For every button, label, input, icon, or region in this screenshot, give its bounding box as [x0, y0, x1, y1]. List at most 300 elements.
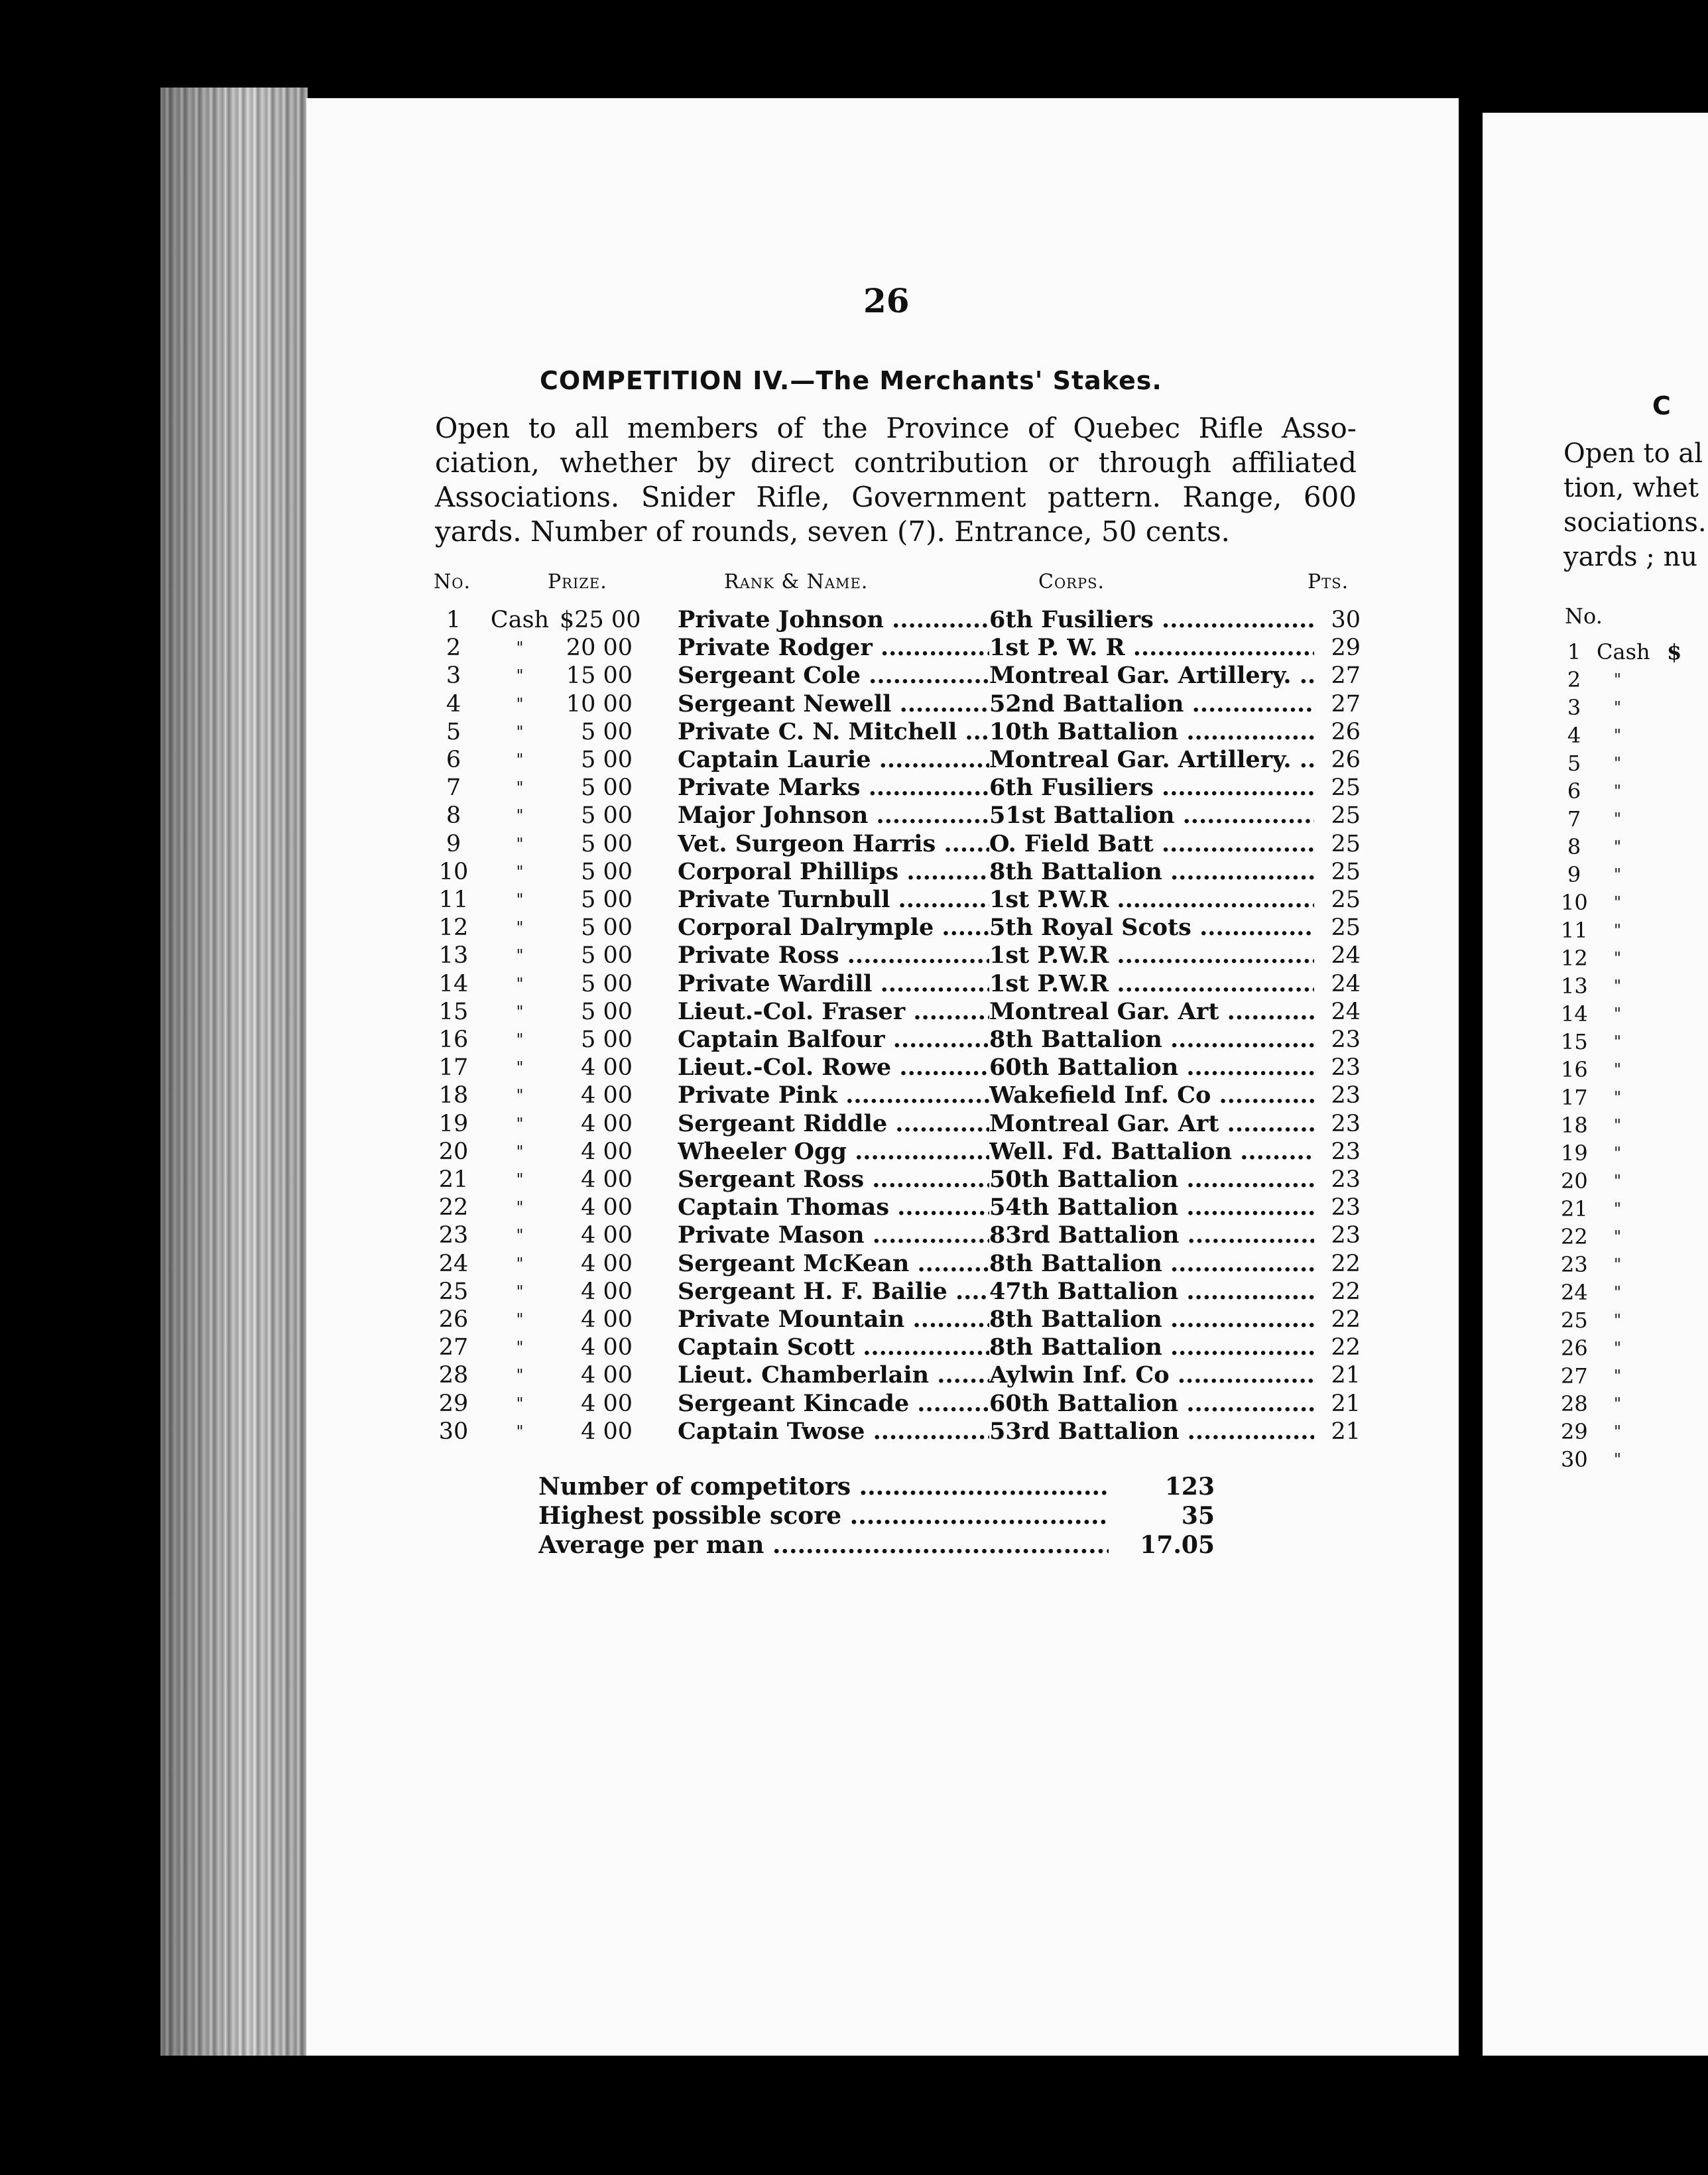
row-number: 10	[438, 858, 469, 885]
next-row-ditto: "	[1614, 921, 1622, 940]
row-points: 25	[1331, 775, 1361, 802]
next-row	[1561, 749, 1707, 777]
row-prize: 4 00	[581, 1138, 633, 1165]
next-row-no: 14	[1561, 1001, 1588, 1026]
next-row-ditto: "	[1614, 1200, 1622, 1218]
row-number: 23	[438, 1222, 469, 1249]
next-row-ditto: "	[1614, 698, 1622, 717]
row-corps: Montreal Gar. Artillery. .....	[989, 662, 1314, 690]
row-rank-name: Private Pink .....	[678, 1082, 989, 1109]
results-table	[434, 606, 1362, 1448]
next-row	[1561, 944, 1707, 972]
row-rank-name: Sergeant H. F. Bailie .....	[678, 1278, 989, 1306]
row-corps: 47th Battalion .....	[989, 1278, 1314, 1306]
row-prize: 4 00	[581, 1250, 633, 1277]
summary-row	[538, 1501, 1215, 1530]
table-row	[434, 774, 1362, 802]
next-title-fragment: C	[1652, 391, 1672, 420]
row-corps: 8th Battalion .....	[989, 1306, 1314, 1334]
row-rank-name: Private Marks .....	[678, 774, 989, 802]
competition-title: COMPETITION IV.—The Merchants' Stakes.	[540, 366, 1162, 395]
row-corps: 8th Battalion .....	[989, 858, 1314, 886]
next-row-ditto: "	[1614, 865, 1622, 884]
row-prize: 4 00	[581, 1194, 633, 1221]
next-row	[1561, 833, 1707, 861]
row-corps: 1st P. W. R .....	[989, 634, 1314, 662]
row-corps: 8th Battalion .....	[989, 1026, 1314, 1054]
row-cash: "	[516, 946, 524, 965]
summary-label: Average per man .....	[538, 1530, 1109, 1560]
row-corps: 10th Battalion .....	[989, 718, 1314, 746]
row-number: 22	[438, 1194, 469, 1221]
next-row-ditto: "	[1614, 893, 1622, 912]
row-prize: $25 00	[560, 607, 641, 633]
row-points: 22	[1331, 1250, 1361, 1277]
row-cash: "	[516, 666, 524, 686]
intro-line: ciation, whether by direct contribution or through affiliated	[435, 446, 1357, 479]
next-row-no: 13	[1561, 973, 1588, 999]
row-rank-name: Lieut.-Col. Fraser .....	[678, 998, 989, 1026]
right-page-fragment	[1483, 113, 1708, 2056]
table-row	[434, 914, 1362, 942]
row-corps: 50th Battalion .....	[989, 1166, 1314, 1194]
row-cash: "	[516, 1114, 524, 1133]
row-rank-name: Captain Laurie .....	[678, 746, 989, 774]
row-points: 22	[1331, 1278, 1361, 1305]
row-prize: 4 00	[581, 1362, 633, 1389]
intro-line: yards. Number of rounds, seven (7). Entrance, 50 cents.	[435, 515, 1230, 548]
next-row-ditto: "	[1614, 949, 1622, 967]
table-row	[434, 1221, 1362, 1249]
row-corps: 53rd Battalion .....	[989, 1418, 1314, 1446]
next-row-ditto: "	[1614, 1005, 1622, 1023]
row-rank-name: Wheeler Ogg .....	[678, 1138, 989, 1166]
next-row	[1561, 777, 1707, 805]
row-prize: 5 00	[581, 858, 633, 885]
next-row	[1561, 1223, 1707, 1251]
row-points: 23	[1331, 1166, 1361, 1193]
row-number: 14	[438, 970, 469, 997]
next-row-ditto: "	[1614, 1255, 1622, 1274]
row-prize: 5 00	[581, 887, 633, 913]
row-cash: "	[516, 751, 524, 769]
next-row-ditto: "	[1614, 1339, 1622, 1357]
next-row	[1561, 1334, 1707, 1362]
row-corps: 6th Fusiliers .....	[989, 606, 1314, 634]
row-prize: 5 00	[581, 747, 633, 773]
next-row	[1561, 1084, 1707, 1111]
next-row-ditto: "	[1614, 1311, 1622, 1330]
row-rank-name: Captain Twose .....	[678, 1418, 989, 1446]
next-row	[1561, 1111, 1707, 1139]
row-prize: 5 00	[581, 1026, 633, 1053]
next-row	[1561, 721, 1707, 749]
next-row-ditto: "	[1614, 1060, 1622, 1079]
row-number: 11	[438, 887, 469, 913]
table-row	[434, 1250, 1362, 1278]
next-row-no: 25	[1561, 1308, 1588, 1333]
row-prize: 4 00	[581, 1082, 633, 1109]
summary-row	[538, 1472, 1215, 1501]
next-row-no: 3	[1567, 695, 1581, 720]
row-number: 5	[446, 718, 461, 745]
next-row	[1561, 1195, 1707, 1223]
next-row-ditto: "	[1614, 838, 1622, 856]
table-row	[434, 1166, 1362, 1194]
row-points: 23	[1331, 1138, 1361, 1165]
next-row-ditto: "	[1614, 977, 1622, 995]
table-row	[434, 718, 1362, 746]
row-points: 26	[1331, 718, 1361, 745]
row-corps: Wakefield Inf. Co .....	[989, 1082, 1314, 1109]
table-row	[434, 690, 1362, 718]
row-number: 28	[438, 1362, 469, 1389]
row-corps: 6th Fusiliers .....	[989, 774, 1314, 802]
row-rank-name: Captain Scott .....	[678, 1334, 989, 1361]
row-cash: "	[516, 694, 524, 714]
table-row	[434, 886, 1362, 914]
row-number: 19	[438, 1110, 469, 1137]
row-rank-name: Private Ross .....	[678, 942, 989, 969]
table-row	[434, 942, 1362, 969]
row-number: 12	[438, 914, 469, 942]
row-rank-name: Private Johnson .....	[678, 606, 989, 634]
row-corps: O. Field Batt .....	[989, 830, 1314, 858]
next-row	[1561, 1251, 1707, 1278]
row-points: 21	[1331, 1418, 1361, 1445]
next-row-ditto: "	[1614, 1422, 1622, 1441]
row-prize: 15 00	[566, 662, 633, 690]
table-row	[434, 998, 1362, 1026]
next-row-ditto: "	[1614, 1088, 1622, 1107]
row-number: 1	[446, 607, 461, 633]
next-row	[1561, 1390, 1707, 1418]
row-rank-name: Sergeant Newell .....	[678, 690, 989, 718]
row-number: 13	[438, 942, 469, 969]
row-prize: 10 00	[566, 690, 633, 717]
row-points: 24	[1331, 998, 1361, 1025]
row-cash: "	[516, 1394, 524, 1413]
table-row	[434, 802, 1362, 830]
row-rank-name: Sergeant McKean .....	[678, 1250, 989, 1278]
next-row-ditto: "	[1614, 1144, 1622, 1162]
row-number: 27	[438, 1334, 469, 1361]
next-rows	[1561, 666, 1707, 1481]
row-cash: "	[516, 778, 524, 798]
row-corps: 52nd Battalion .....	[989, 690, 1314, 718]
row-prize: 4 00	[581, 1306, 633, 1333]
next-row	[1561, 916, 1707, 944]
row-points: 25	[1331, 830, 1361, 857]
row-corps: Montreal Gar. Art .....	[989, 1110, 1314, 1138]
row-points: 24	[1331, 942, 1361, 969]
row-points: 24	[1331, 970, 1361, 997]
row-rank-name: Sergeant Riddle .....	[678, 1110, 989, 1138]
header-pts: Pts.	[1308, 570, 1349, 593]
next-row-ditto: "	[1614, 726, 1622, 745]
row-cash: "	[516, 1282, 524, 1301]
row-rank-name: Lieut.-Col. Rowe .....	[678, 1054, 989, 1082]
next-row-no: 18	[1561, 1113, 1588, 1138]
table-row	[434, 662, 1362, 690]
row-cash: "	[516, 1058, 524, 1078]
row-number: 21	[438, 1166, 469, 1193]
next-row-no: 28	[1561, 1391, 1588, 1416]
row-points: 22	[1331, 1306, 1361, 1333]
table-header	[434, 570, 1362, 597]
row-prize: 5 00	[581, 775, 633, 802]
row-cash: "	[516, 1338, 524, 1357]
table-row	[434, 1082, 1362, 1109]
row-cash: "	[516, 1170, 524, 1189]
row-cash: "	[516, 1030, 524, 1049]
next-row	[1561, 861, 1707, 889]
row-cash: "	[516, 806, 524, 826]
next-row-no: 12	[1561, 946, 1588, 971]
row-number: 9	[446, 830, 461, 857]
row-rank-name: Major Johnson .....	[678, 802, 989, 830]
row-rank-name: Sergeant Cole .....	[678, 662, 989, 690]
row-cash: Cash	[490, 607, 550, 633]
row-points: 25	[1331, 802, 1361, 830]
row-prize: 5 00	[581, 830, 633, 857]
row-rank-name: Corporal Dalrymple .....	[678, 914, 989, 942]
next-row-no: 24	[1561, 1280, 1588, 1305]
row-points: 21	[1331, 1362, 1361, 1389]
next-row-no: 1	[1567, 639, 1581, 664]
next-row-ditto: "	[1614, 1116, 1622, 1135]
row-points: 26	[1331, 747, 1361, 773]
row-points: 30	[1331, 607, 1361, 633]
row-cash: "	[516, 1086, 524, 1105]
next-row-no: 22	[1561, 1224, 1588, 1249]
next-row-no: 9	[1567, 862, 1581, 887]
row-number: 16	[438, 1026, 469, 1053]
row-number: 30	[438, 1418, 469, 1445]
next-row-prize: $	[1667, 639, 1682, 664]
row-rank-name: Private Mason .....	[678, 1221, 989, 1249]
row-points: 27	[1331, 662, 1361, 690]
next-row-no: 15	[1561, 1029, 1588, 1054]
row-points: 23	[1331, 1026, 1361, 1053]
next-intro-line: yards ; nu	[1563, 542, 1698, 572]
next-row-ditto: "	[1614, 754, 1622, 773]
table-row	[434, 1306, 1362, 1334]
table-row	[434, 970, 1362, 998]
row-corps: 1st P.W.R .....	[989, 970, 1314, 998]
next-row-no: 6	[1567, 778, 1581, 804]
next-row-no: 23	[1561, 1252, 1588, 1277]
row-corps: 51st Battalion .....	[989, 802, 1314, 830]
row-cash: "	[516, 1310, 524, 1329]
next-row	[1561, 1139, 1707, 1167]
summary-row	[538, 1530, 1215, 1560]
table-row	[434, 1026, 1362, 1054]
row-rank-name: Vet. Surgeon Harris .....	[678, 830, 989, 858]
row-rank-name: Sergeant Kincade .....	[678, 1390, 989, 1418]
next-row-no: 16	[1561, 1057, 1588, 1082]
row-prize: 5 00	[581, 942, 633, 969]
row-corps: 54th Battalion .....	[989, 1194, 1314, 1221]
table-row	[434, 1054, 1362, 1082]
row-prize: 5 00	[581, 970, 633, 997]
row-prize: 5 00	[581, 998, 633, 1025]
next-intro	[1563, 436, 1707, 574]
row-corps: Aylwin Inf. Co .....	[989, 1361, 1314, 1389]
next-row-ditto: "	[1614, 1032, 1622, 1051]
row-cash: "	[516, 974, 524, 993]
next-row-no: 4	[1567, 723, 1581, 748]
intro-line: Open to all members of the Province of Quebec Rifle Asso-	[435, 412, 1357, 444]
row-number: 29	[438, 1390, 469, 1417]
next-row-no: 11	[1561, 918, 1588, 943]
table-row	[434, 1334, 1362, 1361]
row-cash: "	[516, 639, 524, 658]
next-row-no: 20	[1561, 1168, 1588, 1194]
row-rank-name: Corporal Phillips .....	[678, 858, 989, 886]
row-number: 18	[438, 1082, 469, 1109]
row-cash: "	[516, 918, 524, 938]
next-row-ditto: "	[1614, 1227, 1622, 1246]
next-row	[1561, 1306, 1707, 1334]
row-points: 23	[1331, 1054, 1361, 1082]
row-prize: 5 00	[581, 802, 633, 830]
next-row	[1561, 1446, 1707, 1473]
row-prize: 4 00	[581, 1054, 633, 1082]
row-points: 27	[1331, 690, 1361, 717]
next-row	[1561, 1000, 1707, 1028]
row-rank-name: Captain Balfour .....	[678, 1026, 989, 1054]
table-row	[434, 1418, 1362, 1446]
next-row-no: 5	[1567, 751, 1581, 776]
next-row-no: 10	[1561, 890, 1588, 915]
row-rank-name: Private C. N. Mitchell .....	[678, 718, 989, 746]
summary-value: 17.05	[1140, 1531, 1215, 1559]
next-row-no: 19	[1561, 1141, 1588, 1166]
row-rank-name: Private Wardill .....	[678, 970, 989, 998]
row-points: 23	[1331, 1082, 1361, 1109]
row-number: 17	[438, 1054, 469, 1082]
next-row-no: 27	[1561, 1363, 1588, 1389]
row-points: 21	[1331, 1390, 1361, 1417]
row-number: 20	[438, 1138, 469, 1165]
row-corps: 60th Battalion .....	[989, 1054, 1314, 1082]
next-row-ditto: "	[1614, 1283, 1622, 1302]
row-corps: 5th Royal Scots .....	[989, 914, 1314, 942]
table-row	[434, 858, 1362, 886]
row-number: 7	[446, 775, 461, 802]
row-corps: Montreal Gar. Art .....	[989, 998, 1314, 1026]
table-row	[434, 1194, 1362, 1221]
next-row	[1561, 889, 1707, 916]
row-number: 6	[446, 747, 461, 773]
row-prize: 4 00	[581, 1418, 633, 1445]
row-cash: "	[516, 1366, 524, 1385]
next-row-ditto: "	[1614, 782, 1622, 800]
next-row	[1561, 805, 1707, 833]
row-rank-name: Sergeant Ross .....	[678, 1166, 989, 1194]
row-prize: 5 00	[581, 718, 633, 745]
next-row-ditto: "	[1614, 810, 1622, 828]
row-number: 4	[446, 690, 461, 717]
row-points: 29	[1331, 635, 1361, 662]
table-row	[434, 1361, 1362, 1389]
table-row	[434, 746, 1362, 774]
row-number: 8	[446, 802, 461, 830]
next-row-ditto: "	[1614, 1395, 1622, 1413]
row-rank-name: Captain Thomas .....	[678, 1194, 989, 1221]
row-cash: "	[516, 862, 524, 881]
summary-value: 123	[1164, 1473, 1215, 1501]
table-row	[434, 1138, 1362, 1166]
next-row-no: 21	[1561, 1196, 1588, 1221]
row-prize: 4 00	[581, 1166, 633, 1193]
book-page-edges	[160, 88, 308, 2056]
next-row-cash: Cash	[1597, 639, 1650, 664]
next-intro-line: tion, whet	[1563, 473, 1699, 503]
row-corps: 1st P.W.R .....	[989, 942, 1314, 969]
row-corps: 8th Battalion .....	[989, 1250, 1314, 1278]
row-rank-name: Lieut. Chamberlain .....	[678, 1361, 989, 1389]
row-number: 15	[438, 998, 469, 1025]
next-header-no: No.	[1565, 603, 1603, 629]
next-row	[1561, 972, 1707, 1000]
next-row-ditto: "	[1614, 1367, 1622, 1385]
row-prize: 4 00	[581, 1278, 633, 1305]
summary-block	[538, 1472, 1215, 1565]
row-number: 2	[446, 635, 461, 662]
row-points: 25	[1331, 858, 1361, 885]
row-prize: 4 00	[581, 1390, 633, 1417]
next-row-no: 17	[1561, 1085, 1588, 1110]
next-row-ditto: "	[1614, 670, 1622, 689]
next-row-no: 26	[1561, 1336, 1588, 1361]
row-prize: 20 00	[566, 635, 633, 662]
row-cash: "	[516, 1422, 524, 1441]
table-row	[434, 1110, 1362, 1138]
row-prize: 4 00	[581, 1110, 633, 1137]
row-points: 23	[1331, 1110, 1361, 1137]
row-cash: "	[516, 722, 524, 741]
row-points: 23	[1331, 1222, 1361, 1249]
header-no: No.	[434, 570, 471, 593]
row-cash: "	[516, 834, 524, 853]
row-prize: 4 00	[581, 1222, 633, 1249]
header-corps: Corps.	[1038, 570, 1105, 593]
table-row	[434, 1390, 1362, 1418]
next-row	[1561, 666, 1707, 694]
row-number: 3	[446, 662, 461, 690]
next-intro-line: Open to al	[1563, 438, 1703, 469]
row-points: 25	[1331, 887, 1361, 913]
table-row	[434, 634, 1362, 662]
intro-line: Associations. Snider Rifle, Government pattern. Range, 600	[435, 481, 1357, 513]
row-prize: 4 00	[581, 1334, 633, 1361]
next-row	[1561, 1056, 1707, 1084]
row-rank-name: Private Rodger .....	[678, 634, 989, 662]
next-row	[1561, 1028, 1707, 1056]
row-prize: 5 00	[581, 914, 633, 942]
row-corps: 60th Battalion .....	[989, 1390, 1314, 1418]
next-row	[1561, 1167, 1707, 1195]
row-corps: 8th Battalion .....	[989, 1334, 1314, 1361]
table-row	[434, 1278, 1362, 1306]
next-first-row	[1561, 638, 1707, 666]
row-cash: "	[516, 891, 524, 909]
row-corps: 83rd Battalion .....	[989, 1221, 1314, 1249]
summary-label: Highest possible score .....	[538, 1501, 1109, 1530]
page-number: 26	[863, 281, 910, 320]
